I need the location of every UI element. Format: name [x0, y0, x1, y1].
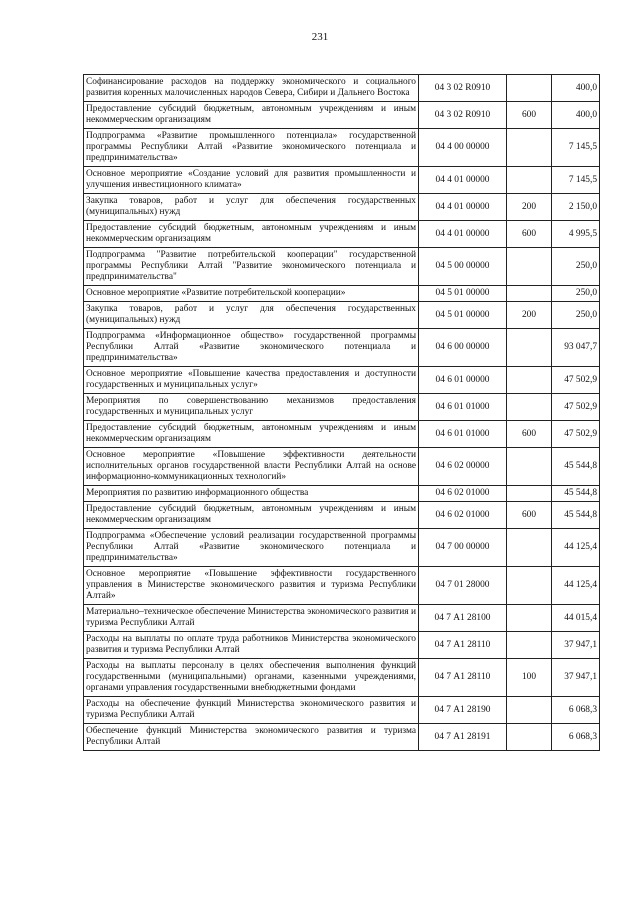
row-expense-type-cell — [507, 75, 552, 102]
row-expense-type-cell — [507, 329, 552, 367]
row-name-cell: Подпрограмма «Информационное общество» государственной программы Республики Алтай «Развитие экономического потенциала и предпринимательства» — [84, 329, 419, 367]
row-name-cell: Подпрограмма «Развитие промышленного потенциала» государственной программы Республики Алтай «Развитие экономического потенциала и предпринимательства» — [84, 129, 419, 167]
row-name-cell: Основное мероприятие «Повышение качества предоставления и доступности государственных и муниципальных услуг» — [84, 367, 419, 394]
row-code-cell: 04 6 00 00000 — [419, 329, 507, 367]
row-code-cell: 04 5 01 00000 — [419, 286, 507, 302]
row-name-cell: Основное мероприятие «Повышение эффективности деятельности исполнительных органов государственной власти Республики Алтай на основе информационно-коммуникационных технологий» — [84, 448, 419, 486]
table-row — [84, 448, 600, 486]
row-name-cell: Софинансирование расходов на поддержку экономического и социального развития коренных малочисленных народов Севера, Сибири и Дальнего Востока — [84, 75, 419, 102]
row-sum-cell: 44 125,4 — [552, 567, 600, 605]
row-code-cell: 04 4 00 00000 — [419, 129, 507, 167]
row-expense-type-cell — [507, 167, 552, 194]
row-expense-type-cell: 600 — [507, 221, 552, 248]
row-expense-type-cell — [507, 724, 552, 751]
row-code-cell: 04 3 02 R0910 — [419, 75, 507, 102]
row-code-cell: 04 7 01 28000 — [419, 567, 507, 605]
row-expense-type-cell: 600 — [507, 102, 552, 129]
row-expense-type-cell: 200 — [507, 302, 552, 329]
row-code-cell: 04 6 01 01000 — [419, 394, 507, 421]
row-expense-type-cell: 100 — [507, 659, 552, 697]
table-row — [84, 659, 600, 697]
row-code-cell: 04 7 А1 28190 — [419, 697, 507, 724]
row-code-cell: 04 6 02 00000 — [419, 448, 507, 486]
row-sum-cell: 45 544,8 — [552, 486, 600, 502]
table-row — [84, 102, 600, 129]
row-name-cell: Мероприятия по развитию информационного общества — [84, 486, 419, 502]
row-sum-cell: 250,0 — [552, 302, 600, 329]
table-row — [84, 302, 600, 329]
row-sum-cell: 2 150,0 — [552, 194, 600, 221]
row-code-cell: 04 4 01 00000 — [419, 194, 507, 221]
table-row — [84, 724, 600, 751]
row-code-cell: 04 5 00 00000 — [419, 248, 507, 286]
row-sum-cell: 7 145,5 — [552, 167, 600, 194]
row-expense-type-cell — [507, 448, 552, 486]
row-sum-cell: 250,0 — [552, 286, 600, 302]
table-row — [84, 394, 600, 421]
table-row — [84, 605, 600, 632]
row-expense-type-cell: 200 — [507, 194, 552, 221]
table-row — [84, 567, 600, 605]
row-expense-type-cell: 600 — [507, 421, 552, 448]
row-sum-cell: 4 995,5 — [552, 221, 600, 248]
table-row — [84, 329, 600, 367]
row-name-cell: Основное мероприятие «Повышение эффективности государственного управления в Министерстве экономического развития и туризма Республики Алтай» — [84, 567, 419, 605]
table-row — [84, 421, 600, 448]
row-expense-type-cell — [507, 632, 552, 659]
row-code-cell: 04 6 01 00000 — [419, 367, 507, 394]
row-sum-cell: 400,0 — [552, 75, 600, 102]
row-name-cell: Расходы на выплаты персоналу в целях обеспечения выполнения функций государственными (муниципальными) органами, казенными учреждениями, органами управления государственными внебюджетными фондами — [84, 659, 419, 697]
table-row — [84, 697, 600, 724]
row-code-cell: 04 7 А1 28100 — [419, 605, 507, 632]
page-number: 231 — [311, 31, 329, 43]
row-sum-cell: 6 068,3 — [552, 697, 600, 724]
row-sum-cell: 47 502,9 — [552, 367, 600, 394]
table-row — [84, 367, 600, 394]
row-sum-cell: 47 502,9 — [552, 421, 600, 448]
row-name-cell: Мероприятия по совершенствованию механизмов предоставления государственных и муниципальных услуг — [84, 394, 419, 421]
row-code-cell: 04 7 А1 28110 — [419, 659, 507, 697]
table-row — [84, 167, 600, 194]
row-sum-cell: 250,0 — [552, 248, 600, 286]
row-sum-cell: 93 047,7 — [552, 329, 600, 367]
row-code-cell: 04 5 01 00000 — [419, 302, 507, 329]
table-row — [84, 129, 600, 167]
row-sum-cell: 7 145,5 — [552, 129, 600, 167]
row-expense-type-cell — [507, 486, 552, 502]
row-expense-type-cell — [507, 697, 552, 724]
row-name-cell: Расходы на выплаты по оплате труда работников Министерства экономического развития и туризма Республики Алтай — [84, 632, 419, 659]
table-row — [84, 529, 600, 567]
table-row — [84, 486, 600, 502]
row-sum-cell: 45 544,8 — [552, 448, 600, 486]
budget-table — [83, 74, 600, 751]
row-name-cell: Предоставление субсидий бюджетным, автономным учреждениям и иным некоммерческим организациям — [84, 221, 419, 248]
row-name-cell: Подпрограмма "Развитие потребительской кооперации" государственной программы Республики Алтай "Развитие экономического потенциала и предпринимательства" — [84, 248, 419, 286]
table-row — [84, 221, 600, 248]
row-sum-cell: 400,0 — [552, 102, 600, 129]
table-row — [84, 502, 600, 529]
budget-table-body — [84, 75, 600, 751]
row-name-cell: Закупка товаров, работ и услуг для обеспечения государственных (муниципальных) нужд — [84, 194, 419, 221]
row-name-cell: Основное мероприятие «Развитие потребительской кооперации» — [84, 286, 419, 302]
row-sum-cell: 45 544,8 — [552, 502, 600, 529]
row-name-cell: Предоставление субсидий бюджетным, автономным учреждениям и иным некоммерческим организациям — [84, 102, 419, 129]
row-expense-type-cell — [507, 248, 552, 286]
row-name-cell: Подпрограмма «Обеспечение условий реализации государственной программы Республики Алтай «Развитие экономического потенциала и предпринимательства» — [84, 529, 419, 567]
table-row — [84, 248, 600, 286]
row-sum-cell: 6 068,3 — [552, 724, 600, 751]
row-name-cell: Расходы на обеспечение функций Министерства экономического развития и туризма Республики Алтай — [84, 697, 419, 724]
row-sum-cell: 44 015,4 — [552, 605, 600, 632]
row-sum-cell: 44 125,4 — [552, 529, 600, 567]
row-expense-type-cell: 600 — [507, 502, 552, 529]
row-sum-cell: 47 502,9 — [552, 394, 600, 421]
row-code-cell: 04 6 02 01000 — [419, 486, 507, 502]
row-expense-type-cell — [507, 367, 552, 394]
row-name-cell: Закупка товаров, работ и услуг для обеспечения государственных (муниципальных) нужд — [84, 302, 419, 329]
row-code-cell: 04 7 00 00000 — [419, 529, 507, 567]
table-row — [84, 632, 600, 659]
table-row — [84, 194, 600, 221]
row-code-cell: 04 4 01 00000 — [419, 167, 507, 194]
row-name-cell: Материально–техническое обеспечение Министерства экономического развития и туризма Республики Алтай — [84, 605, 419, 632]
row-name-cell: Обеспечение функций Министерства экономического развития и туризма Республики Алтай — [84, 724, 419, 751]
row-code-cell: 04 3 02 R0910 — [419, 102, 507, 129]
row-sum-cell: 37 947,1 — [552, 632, 600, 659]
row-expense-type-cell — [507, 529, 552, 567]
row-name-cell: Основное мероприятие «Создание условий для развития промышленности и улучшения инвестиционного климата» — [84, 167, 419, 194]
row-code-cell: 04 6 01 01000 — [419, 421, 507, 448]
table-row — [84, 286, 600, 302]
row-code-cell: 04 6 02 01000 — [419, 502, 507, 529]
row-expense-type-cell — [507, 567, 552, 605]
row-code-cell: 04 4 01 00000 — [419, 221, 507, 248]
row-expense-type-cell — [507, 605, 552, 632]
row-expense-type-cell — [507, 129, 552, 167]
row-sum-cell: 37 947,1 — [552, 659, 600, 697]
row-name-cell: Предоставление субсидий бюджетным, автономным учреждениям и иным некоммерческим организациям — [84, 421, 419, 448]
row-expense-type-cell — [507, 286, 552, 302]
row-code-cell: 04 7 А1 28110 — [419, 632, 507, 659]
table-row — [84, 75, 600, 102]
row-expense-type-cell — [507, 394, 552, 421]
row-name-cell: Предоставление субсидий бюджетным, автономным учреждениям и иным некоммерческим организациям — [84, 502, 419, 529]
row-code-cell: 04 7 А1 28191 — [419, 724, 507, 751]
